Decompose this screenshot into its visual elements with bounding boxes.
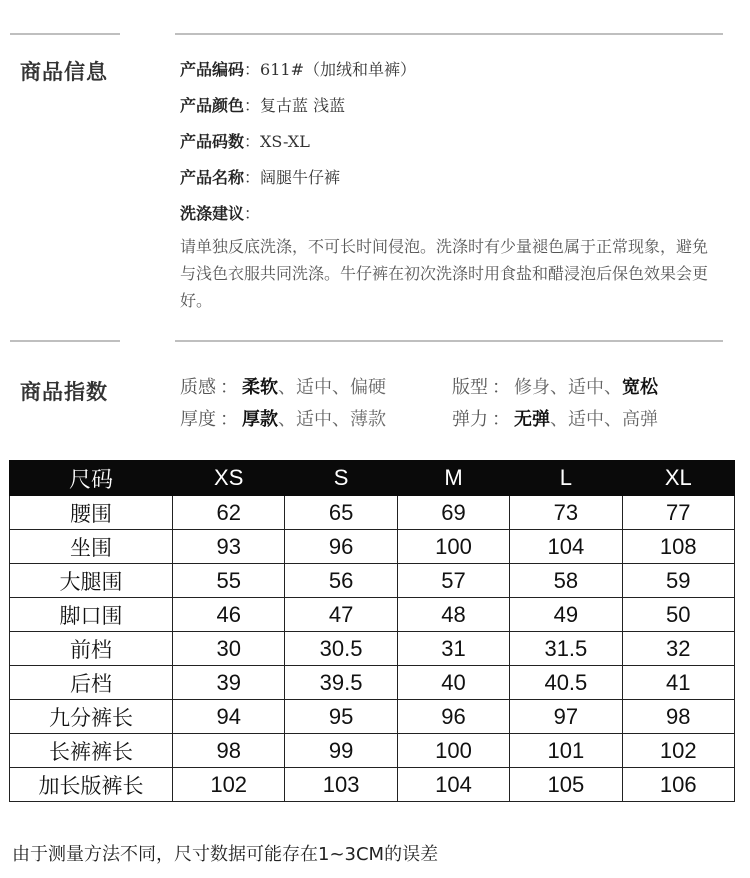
table-cell: 98 bbox=[173, 734, 285, 768]
table-cell: 100 bbox=[397, 734, 509, 768]
table-row bbox=[10, 666, 735, 700]
table-cell: 50 bbox=[622, 598, 734, 632]
product-index-title: 商品指数 bbox=[20, 380, 108, 404]
index-colon: ： bbox=[220, 409, 238, 430]
row-label: 脚口围 bbox=[10, 598, 173, 632]
row-label: 九分裤长 bbox=[10, 700, 173, 734]
product-info-title: 商品信息 bbox=[20, 60, 108, 84]
table-cell: 108 bbox=[622, 530, 734, 564]
index-label: 厚度 bbox=[180, 409, 216, 430]
table-cell: 73 bbox=[510, 496, 622, 530]
table-cell: 46 bbox=[173, 598, 285, 632]
index-option: 无弹 bbox=[514, 409, 550, 430]
measurement-note: 由于测量方法不同，尺寸数据可能存在1~3CM的误差 bbox=[12, 844, 439, 865]
table-row bbox=[10, 496, 735, 530]
info-row-size bbox=[180, 132, 310, 152]
table-cell: 65 bbox=[285, 496, 397, 530]
table-cell: 93 bbox=[173, 530, 285, 564]
info-value: XS-XL bbox=[260, 132, 310, 151]
size-header-cell: S bbox=[285, 461, 397, 496]
info-label: 产品名称 bbox=[180, 168, 245, 187]
table-cell: 40 bbox=[397, 666, 509, 700]
table-row bbox=[10, 768, 735, 802]
table-cell: 97 bbox=[510, 700, 622, 734]
table-cell: 94 bbox=[173, 700, 285, 734]
table-cell: 31.5 bbox=[510, 632, 622, 666]
size-header-cell: M bbox=[397, 461, 509, 496]
info-colon: ： bbox=[244, 96, 261, 115]
index-option: 高弹 bbox=[622, 409, 658, 430]
care-label: 洗涤建议 bbox=[180, 204, 245, 223]
table-cell: 104 bbox=[510, 530, 622, 564]
info-row-name bbox=[180, 168, 340, 188]
index-label: 弹力 bbox=[452, 409, 488, 430]
table-cell: 56 bbox=[285, 564, 397, 598]
index-option: 适中 bbox=[568, 409, 604, 430]
info-row-code bbox=[180, 60, 416, 80]
table-cell: 106 bbox=[622, 768, 734, 802]
info-colon: ： bbox=[244, 60, 261, 79]
table-cell: 96 bbox=[285, 530, 397, 564]
table-cell: 55 bbox=[173, 564, 285, 598]
index-colon: ： bbox=[492, 409, 510, 430]
info-colon: ： bbox=[244, 168, 261, 187]
table-cell: 31 bbox=[397, 632, 509, 666]
table-cell: 102 bbox=[173, 768, 285, 802]
table-cell: 77 bbox=[622, 496, 734, 530]
index-option: 偏硬 bbox=[350, 377, 386, 398]
table-cell: 105 bbox=[510, 768, 622, 802]
index-colon: ： bbox=[492, 377, 510, 398]
info-label: 产品编码 bbox=[180, 60, 245, 79]
table-row bbox=[10, 598, 735, 632]
care-text: 请单独反底洗涤，不可长时间侵泡。洗涤时有少量褪色属于正常现象，避免与浅色衣服共同洗涤。牛仔裤在初次洗涤时用食盐和醋浸泡后保色效果会更好。 bbox=[180, 237, 709, 310]
row-label: 后档 bbox=[10, 666, 173, 700]
index-label: 版型 bbox=[452, 377, 488, 398]
table-cell: 58 bbox=[510, 564, 622, 598]
table-cell: 39 bbox=[173, 666, 285, 700]
index-option: 适中 bbox=[296, 377, 332, 398]
index-option: 厚款 bbox=[242, 409, 278, 430]
table-cell: 69 bbox=[397, 496, 509, 530]
index-option: 柔软 bbox=[242, 377, 278, 398]
index-colon: ： bbox=[220, 377, 238, 398]
index-option: 适中 bbox=[296, 409, 332, 430]
index-label: 质感 bbox=[180, 377, 216, 398]
table-cell: 30 bbox=[173, 632, 285, 666]
index-option: 宽松 bbox=[622, 377, 658, 398]
table-cell: 62 bbox=[173, 496, 285, 530]
table-cell: 30.5 bbox=[285, 632, 397, 666]
index-item-thickness: 厚度 ： 厚款、适中、薄款 bbox=[180, 409, 386, 430]
info-value: 复古蓝 浅蓝 bbox=[260, 96, 346, 115]
row-label: 前档 bbox=[10, 632, 173, 666]
row-label: 坐围 bbox=[10, 530, 173, 564]
table-row bbox=[10, 734, 735, 768]
size-table-header-row bbox=[10, 461, 735, 496]
table-cell: 102 bbox=[622, 734, 734, 768]
size-header-cell: XS bbox=[173, 461, 285, 496]
table-cell: 40.5 bbox=[510, 666, 622, 700]
table-cell: 49 bbox=[510, 598, 622, 632]
info-row-color bbox=[180, 96, 345, 116]
info-colon: ： bbox=[244, 204, 261, 223]
size-header-cell: 尺码 bbox=[10, 461, 173, 496]
info-row-care bbox=[180, 204, 260, 224]
info-label: 产品颜色 bbox=[180, 96, 245, 115]
row-label: 加长版裤长 bbox=[10, 768, 173, 802]
table-cell: 57 bbox=[397, 564, 509, 598]
table-cell: 98 bbox=[622, 700, 734, 734]
table-cell: 95 bbox=[285, 700, 397, 734]
info-colon: ： bbox=[244, 132, 261, 151]
index-item-elasticity: 弹力 ： 无弹、适中、高弹 bbox=[452, 409, 658, 430]
table-cell: 104 bbox=[397, 768, 509, 802]
table-cell: 39.5 bbox=[285, 666, 397, 700]
size-header-cell: XL bbox=[622, 461, 734, 496]
index-item-fit: 版型 ： 修身、适中、宽松 bbox=[452, 377, 658, 398]
index-item-texture: 质感 ： 柔软、适中、偏硬 bbox=[180, 377, 386, 398]
top-rule-right bbox=[175, 33, 723, 35]
table-row bbox=[10, 700, 735, 734]
top-rule-left bbox=[10, 33, 120, 35]
table-row bbox=[10, 632, 735, 666]
table-cell: 101 bbox=[510, 734, 622, 768]
index-option: 薄款 bbox=[350, 409, 386, 430]
table-cell: 41 bbox=[622, 666, 734, 700]
table-cell: 96 bbox=[397, 700, 509, 734]
row-label: 长裤裤长 bbox=[10, 734, 173, 768]
table-cell: 32 bbox=[622, 632, 734, 666]
row-label: 腰围 bbox=[10, 496, 173, 530]
table-row bbox=[10, 564, 735, 598]
table-cell: 59 bbox=[622, 564, 734, 598]
size-header-cell: L bbox=[510, 461, 622, 496]
table-cell: 48 bbox=[397, 598, 509, 632]
middle-rule-right bbox=[175, 340, 723, 342]
table-cell: 47 bbox=[285, 598, 397, 632]
middle-rule-left bbox=[10, 340, 120, 342]
size-table bbox=[9, 460, 735, 802]
index-option: 修身 bbox=[514, 377, 550, 398]
table-cell: 103 bbox=[285, 768, 397, 802]
row-label: 大腿围 bbox=[10, 564, 173, 598]
info-value: 611#（加绒和单裤） bbox=[260, 60, 416, 79]
info-label: 产品码数 bbox=[180, 132, 245, 151]
table-cell: 100 bbox=[397, 530, 509, 564]
table-row bbox=[10, 530, 735, 564]
index-option: 适中 bbox=[568, 377, 604, 398]
info-value: 阔腿牛仔裤 bbox=[260, 168, 341, 187]
table-cell: 99 bbox=[285, 734, 397, 768]
